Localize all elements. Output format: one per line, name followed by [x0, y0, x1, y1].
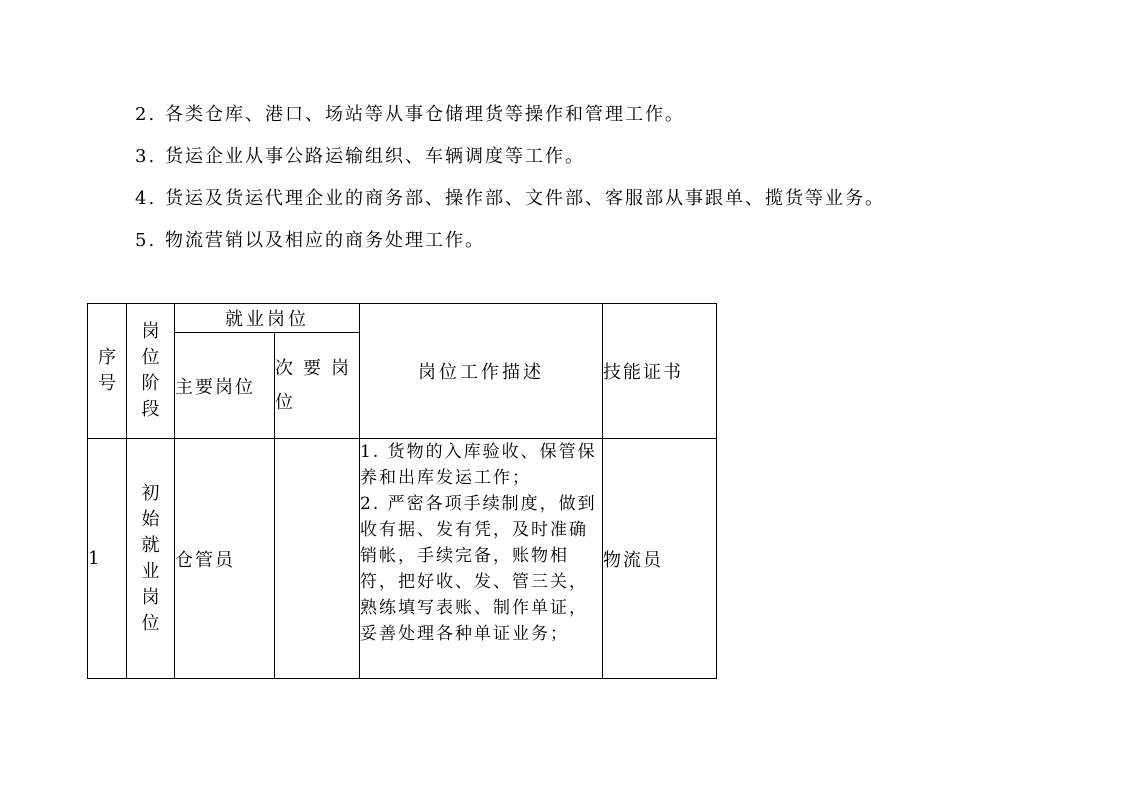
- list-item-number: 3.: [135, 146, 157, 167]
- row-seq: 1: [88, 439, 127, 679]
- list-item-text: 货运企业从事公路运输组织、车辆调度等工作。: [165, 146, 585, 167]
- header-main-post: 主要岗位: [175, 333, 275, 439]
- list-item-number: 2.: [135, 104, 157, 125]
- header-stage: 岗位阶段: [127, 304, 175, 439]
- header-employment: 就业岗位: [175, 304, 360, 333]
- table-row: [88, 439, 717, 679]
- header-secondary-post: 次要岗位: [275, 333, 360, 439]
- list-item-text: 货运及货运代理企业的商务部、操作部、文件部、客服部从事跟单、揽货等业务。: [165, 188, 885, 209]
- list-item: [135, 184, 1035, 226]
- job-list: [135, 100, 1035, 268]
- row-secondary-post: [275, 439, 360, 679]
- job-table: [87, 303, 717, 679]
- header-certificate: 技能证书: [603, 304, 717, 439]
- list-item: [135, 100, 1035, 142]
- list-item-number: 5.: [135, 230, 157, 251]
- list-item: [135, 142, 1035, 184]
- list-item-number: 4.: [135, 188, 157, 209]
- row-main-post: 仓管员: [175, 439, 275, 679]
- header-seq: 序号: [88, 304, 127, 439]
- row-stage: 初始就业岗位: [127, 439, 175, 679]
- list-item-text: 各类仓库、港口、场站等从事仓储理货等操作和管理工作。: [165, 104, 685, 125]
- row-certificate: 物流员: [603, 439, 717, 679]
- list-item: [135, 226, 1035, 268]
- header-description: 岗位工作描述: [360, 304, 603, 439]
- list-item-text: 物流营销以及相应的商务处理工作。: [165, 230, 485, 251]
- row-description: 1. 货物的入库验收、保管保养和出库发运工作； 2. 严密各项手续制度，做到收有据、发有凭，及时准确销帐，手续完备，账物相符，把好收、发、管三关，熟练填写表账、制作单证，妥善处理各种单证业务；: [360, 439, 603, 679]
